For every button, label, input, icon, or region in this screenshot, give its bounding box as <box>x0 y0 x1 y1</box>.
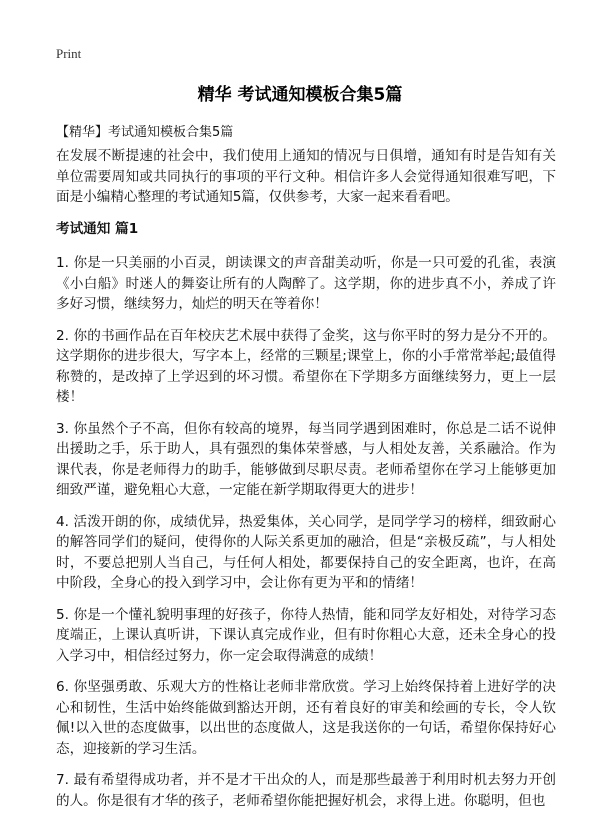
document-subtitle: 【精华】考试通知模板合集5篇 <box>56 125 234 140</box>
list-item: 6. 你坚强勇敢、乐观大方的性格让老师非常欣赏。学习上始终保持着上进好学的决心和韧性，生活中始终能做到豁达开朗，还有着良好的审美和绘画的专长，令人钦佩!以入世的态度做事，以出世的态度做人，这是我送你的一句话，希望你保持好心态，迎接新的学习生活。 <box>56 679 556 757</box>
print-label: Print <box>56 46 82 61</box>
document-body <box>56 146 556 822</box>
list-item: 5. 你是一个懂礼貌明事理的好孩子，你待人热情，能和同学友好相处，对待学习态度端正，上课认真听讲，下课认真完成作业，但有时你粗心大意，还未全身心的投入学习中，相信经过努力，你一定会取得满意的成绩！ <box>56 606 556 664</box>
list-item: 2. 你的书画作品在百年校庆艺术展中获得了金奖，这与你平时的努力是分不开的。这学期你的进步很大，写字本上，经常的三颗星;课堂上，你的小手常常举起;最值得称赞的，是改掉了上学迟到的坏习惯。希望你在下学期多方面继续努力，更上一层楼！ <box>56 327 556 405</box>
list-item: 4. 活泼开朗的你，成绩优异，热爱集体，关心同学，是同学学习的榜样，细致耐心的解答同学们的疑问，使得你的人际关系更加的融洽，但是“亲极反疏”，与人相处时，不要总把别人当自己，与任何人相处，都要保持自己的安全距离，也许，在高中阶段，全身心的投入到学习中，会让你有更为平和的情绪！ <box>56 513 556 591</box>
list-item: 3. 你虽然个子不高，但你有较高的境界，每当同学遇到困难时，你总是二话不说伸出援助之手，乐于助人，具有强烈的集体荣誉感，与人相处友善，关系融洽。作为课代表，你是老师得力的助手，能够做到尽职尽责。老师希望你在学习上能够更加细致严谨，避免粗心大意，一定能在新学期取得更大的进步！ <box>56 420 556 498</box>
intro-paragraph: 在发展不断提速的社会中，我们使用上通知的情况与日俱增，通知有时是告知有关单位需要周知或共同执行的事项的平行文种。相信许多人会觉得通知很难写吧，下面是小编精心整理的考试通知5篇，仅供参考，大家一起来看看吧。 <box>56 148 556 205</box>
list-item: 7. 最有希望得成功者，并不是才干出众的人，而是那些最善于利用时机去努力开创的人。你是很有才华的孩子，老师希望你能把握好机会，求得上进。你聪明，但也 <box>56 772 556 809</box>
list-item: 1. 你是一只美丽的小百灵，朗读课文的声音甜美动听，你是一只可爱的孔雀，表演《小白船》时迷人的舞姿让所有的人陶醉了。这学期，你的进步真不小，养成了许多好习惯，继续努力，灿烂的明天在等着你！ <box>56 255 556 312</box>
page-title: 精华 考试通知模板合集5篇 <box>197 85 403 105</box>
section-heading: 考试通知 篇1 <box>56 220 139 237</box>
